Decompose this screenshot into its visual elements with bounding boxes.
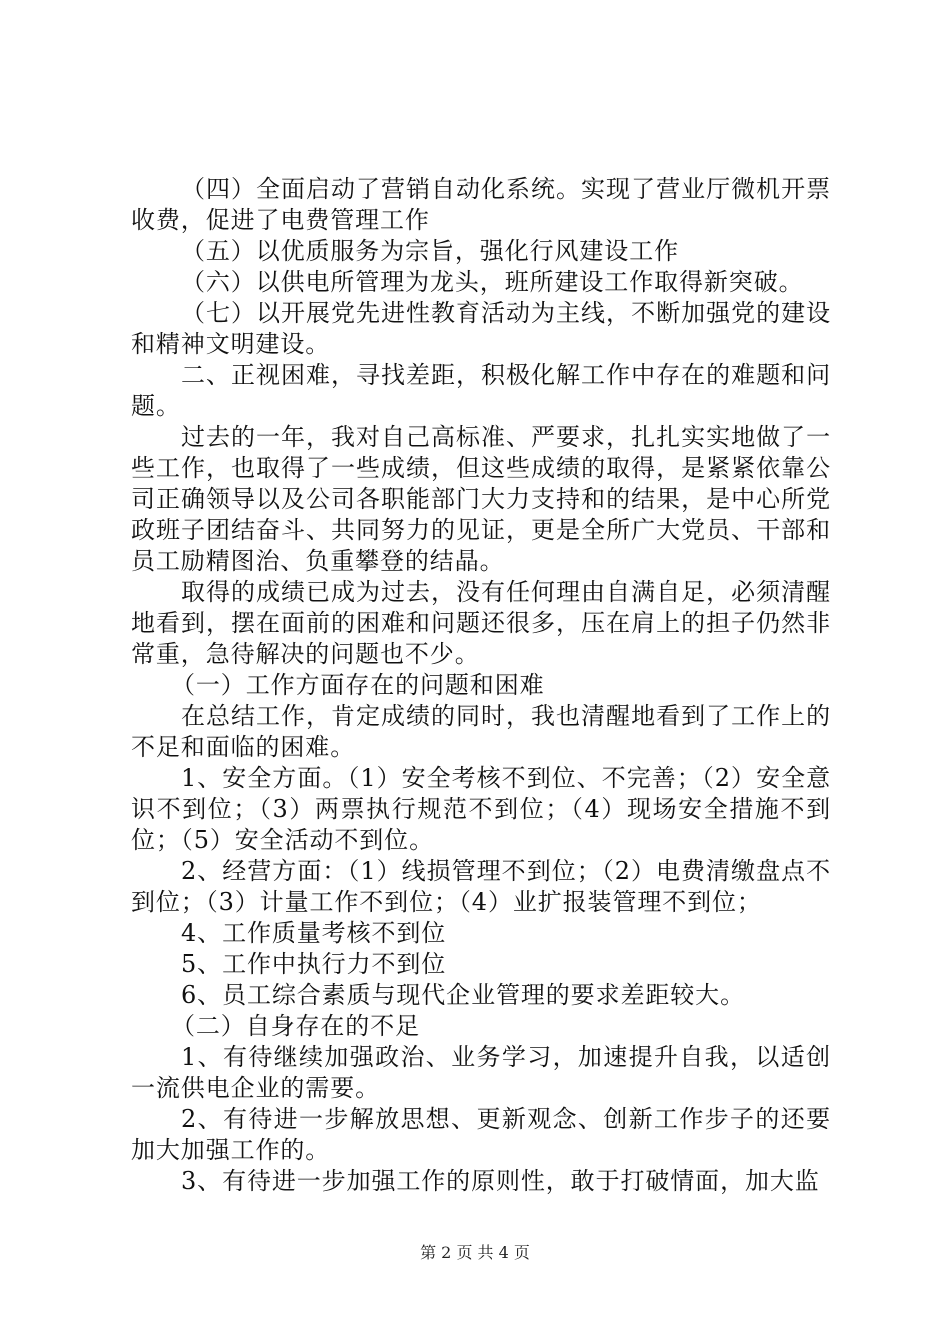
subsection-heading: （一）工作方面存在的问题和困难	[171, 671, 545, 699]
document-body	[131, 174, 831, 1197]
list-item: 2、有待进一步解放思想、更新观念、创新工作步子的还要加大加强工作的。	[131, 1105, 831, 1164]
section-heading: 二、正视困难，寻找差距，积极化解工作中存在的难题和问题。	[131, 361, 831, 420]
list-item: 2、经营方面：（1）线损管理不到位；（2）电费清缴盘点不到位；（3）计量工作不到位；（4）业扩报装管理不到位；	[131, 857, 831, 916]
paragraph: 在总结工作，肯定成绩的同时，我也清醒地看到了工作上的不足和面临的困难。	[131, 702, 831, 761]
list-item: 3、有待进一步加强工作的原则性，敢于打破情面，加大监	[181, 1167, 820, 1195]
subsection-heading: （二）自身存在的不足	[171, 1012, 420, 1040]
list-item: 4、工作质量考核不到位	[181, 919, 447, 947]
paragraph: 过去的一年，我对自己高标准、严要求，扎扎实实地做了一些工作，也取得了一些成绩，但这些成绩的取得，是紧紧依靠公司正确领导以及公司各职能部门大力支持和的结果，是中心所党政班子团结奋斗、共同努力的见证，更是全所广大党员、干部和员工励精图治、负重攀登的结晶。	[131, 423, 831, 575]
paragraph: 取得的成绩已成为过去，没有任何理由自满自足，必须清醒地看到，摆在面前的困难和问题还很多，压在肩上的担子仍然非常重，急待解决的问题也不少。	[131, 578, 831, 668]
paragraph: （七）以开展党先进性教育活动为主线，不断加强党的建设和精神文明建设。	[131, 299, 831, 358]
page-footer	[0, 1243, 950, 1263]
list-item: 1、安全方面。（1）安全考核不到位、不完善；（2）安全意识不到位；（3）两票执行规范不到位；（4）现场安全措施不到位；（5）安全活动不到位。	[131, 764, 831, 854]
paragraph: （四）全面启动了营销自动化系统。实现了营业厅微机开票收费，促进了电费管理工作	[131, 175, 831, 234]
list-item: 1、有待继续加强政治、业务学习，加速提升自我，以适创一流供电企业的需要。	[131, 1043, 831, 1102]
paragraph: （六）以供电所管理为龙头，班所建设工作取得新突破。	[181, 268, 804, 296]
list-item: 5、工作中执行力不到位	[181, 950, 447, 978]
paragraph: （五）以优质服务为宗旨，强化行风建设工作	[181, 237, 679, 265]
list-item: 6、员工综合素质与现代企业管理的要求差距较大。	[181, 981, 745, 1009]
page-number-label: 第 2 页 共 4 页	[420, 1243, 530, 1262]
